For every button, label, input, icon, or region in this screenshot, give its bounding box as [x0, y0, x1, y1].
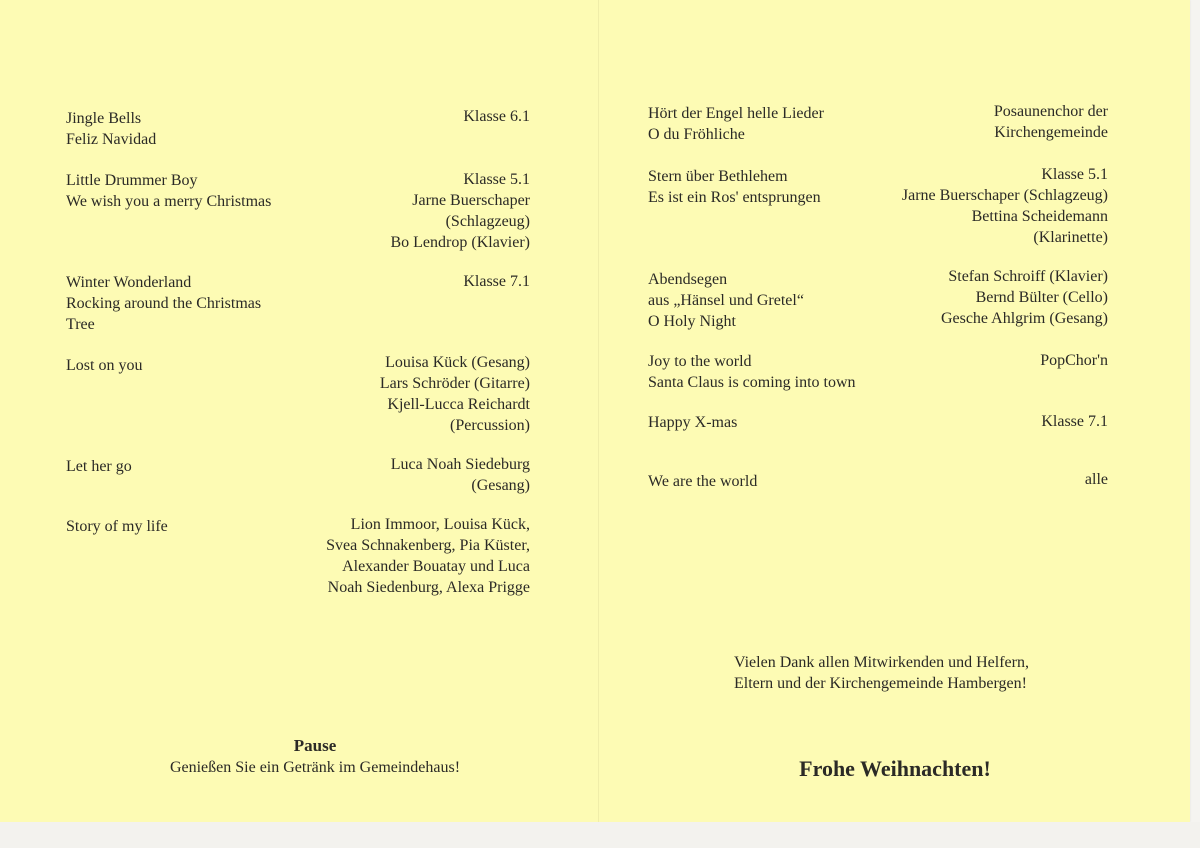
song-title: Tree [66, 316, 95, 333]
song-title: Es ist ein Ros' entsprungen [648, 189, 821, 206]
performer-line: Lion Immoor, Louisa Kück, [350, 516, 530, 533]
program-entry-songs [648, 269, 804, 332]
performer-line: Alexander Bouatay und Luca [342, 558, 530, 575]
performer-line: Stefan Schroiff (Klavier) [948, 268, 1108, 285]
program-entry-performers [326, 514, 530, 598]
pause-section [100, 735, 530, 778]
performer-line: (Gesang) [471, 477, 530, 494]
program-entry-songs [66, 516, 168, 537]
pause-text: Genießen Sie ein Getränk im Gemeindehaus! [169, 759, 461, 776]
song-title: O du Fröhliche [648, 126, 745, 143]
song-title: Rocking around the Christmas [66, 295, 262, 312]
performer-line: Bettina Scheidemann [971, 208, 1108, 225]
christmas-greeting: Frohe Weihnachten! [799, 756, 991, 781]
performer-line: Posaunenchor der [993, 103, 1108, 120]
song-title: O Holy Night [648, 313, 736, 330]
song-title: Little Drummer Boy [66, 172, 198, 189]
song-title: Feliz Navidad [66, 131, 157, 148]
performer-line: Gesche Ahlgrim (Gesang) [940, 310, 1108, 327]
performer-line: Klasse 5.1 [1041, 166, 1108, 183]
program-entry-performers [391, 454, 530, 496]
song-title: aus „Hänsel und Gretel“ [648, 292, 804, 309]
thanks-line: Vielen Dank allen Mitwirkenden und Helfern, [734, 654, 1029, 671]
program-entry-songs [648, 166, 821, 208]
performer-line: Jarne Buerschaper (Schlagzeug) [901, 187, 1108, 204]
performer-line: Noah Siedenburg, Alexa Prigge [327, 579, 530, 596]
program-entry-performers [390, 169, 530, 253]
program-entry-performers [1041, 411, 1108, 432]
program-entry-songs [648, 412, 737, 433]
song-title: Happy X-mas [648, 414, 738, 431]
program-entry-performers [463, 271, 530, 292]
song-title: Winter Wonderland [66, 274, 192, 291]
performer-line: Klasse 7.1 [1041, 413, 1108, 430]
song-title: Stern über Bethlehem [648, 168, 788, 185]
performer-line: Bo Lendrop (Klavier) [390, 234, 530, 251]
program-entry-songs [648, 103, 824, 145]
program-entry-performers [994, 101, 1108, 143]
program-entry-songs [66, 355, 142, 376]
program-entry-performers [1040, 350, 1108, 371]
song-title: Hört der Engel helle Lieder [648, 105, 824, 122]
performer-line: Lars Schröder (Gitarre) [379, 375, 530, 392]
scan-margin [0, 822, 1200, 848]
program-entry-performers [941, 266, 1108, 329]
program-entry-performers [463, 106, 530, 127]
program-entry-songs [66, 170, 271, 212]
performer-line: Svea Schnakenberg, Pia Küster, [326, 537, 530, 554]
performer-line: alle [1084, 471, 1108, 488]
song-title: Let her go [66, 458, 132, 475]
song-title: Joy to the world [648, 353, 752, 370]
performer-line: Jarne Buerschaper [412, 192, 530, 209]
thanks-line: Eltern und der Kirchengemeinde Hambergen! [734, 675, 1027, 692]
thanks-note [734, 652, 1029, 694]
performer-line: Klasse 7.1 [463, 273, 530, 290]
pause-title: Pause [293, 736, 337, 755]
song-title: Santa Claus is coming into town [648, 374, 856, 391]
program-entry-performers [380, 352, 530, 436]
performer-line: Bernd Bülter (Cello) [975, 289, 1108, 306]
performer-line: Luca Noah Siedeburg [390, 456, 530, 473]
performer-line: (Schlagzeug) [445, 213, 530, 230]
song-title: We are the world [648, 473, 758, 490]
performer-line: Klasse 5.1 [463, 171, 530, 188]
performer-line: Louisa Kück (Gesang) [385, 354, 530, 371]
song-title: Jingle Bells [66, 110, 142, 127]
program-entry-songs [66, 456, 132, 477]
song-title: We wish you a merry Christmas [66, 193, 272, 210]
performer-line: (Klarinette) [1033, 229, 1108, 246]
program-entry-songs [66, 108, 156, 150]
program-entry-performers [902, 164, 1108, 248]
performer-line: Kirchengemeinde [994, 124, 1108, 141]
performer-line: Kjell-Lucca Reichardt [387, 396, 530, 413]
performer-line: (Percussion) [450, 417, 530, 434]
performer-line: PopChor'n [1040, 352, 1108, 369]
performer-line: Klasse 6.1 [463, 108, 530, 125]
program-entry-songs [648, 351, 856, 393]
program-entry-performers [1085, 469, 1108, 490]
song-title: Lost on you [66, 357, 143, 374]
song-title: Abendsegen [648, 271, 728, 288]
program-entry-songs [648, 471, 757, 492]
song-title: Story of my life [66, 518, 168, 535]
program-entry-songs [66, 272, 261, 335]
page-fold [598, 0, 599, 822]
